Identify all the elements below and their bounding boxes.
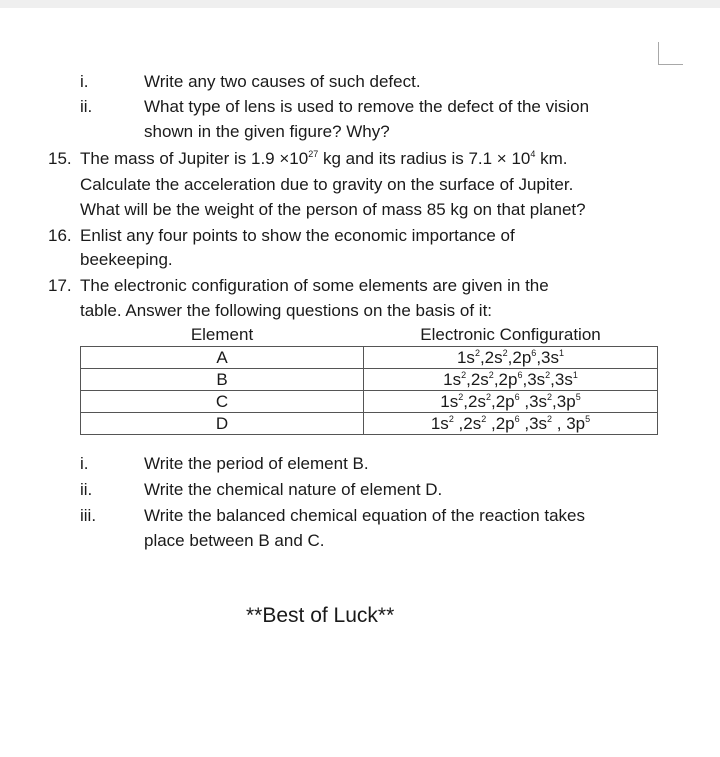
orbital: ,2p (507, 347, 532, 367)
question-text: Enlist any four points to show the economic importance of (80, 226, 515, 245)
top-edge (0, 0, 720, 8)
electron-count: 1 (572, 369, 578, 380)
electron-count: 6 (514, 413, 520, 424)
element-cell: A (81, 347, 364, 369)
orbital: ,3s (519, 391, 548, 411)
question-text: table. Answer the following questions on the basis of it: (80, 301, 493, 320)
orbital: ,2s (453, 413, 482, 433)
element-cell: B (81, 369, 364, 391)
orbital: ,3s (519, 413, 548, 433)
element-cell: C (81, 391, 364, 413)
orbital: ,2s (466, 369, 489, 389)
exponent: 4 (530, 149, 536, 159)
orbital: , 3p (552, 413, 586, 433)
orbital: 1s (456, 347, 475, 367)
item-marker: ii. (80, 97, 93, 116)
electron-count: 2 (485, 391, 491, 402)
orbital: ,2s (479, 347, 503, 367)
electron-count: 2 (461, 369, 467, 380)
question-text: Calculate the acceleration due to gravity on the surface of Jupiter. (80, 175, 574, 194)
table-row (81, 391, 658, 413)
config-cell (364, 369, 658, 391)
column-header-element: Element (81, 324, 364, 347)
page-corner-mark (658, 42, 683, 65)
electron-count: 2 (481, 413, 487, 424)
subquestion-text: place between B and C. (144, 531, 325, 550)
subquestion-text: Write the period of element B. (144, 454, 369, 473)
footer-text: **Best of Luck** (246, 604, 395, 627)
electron-count: 6 (517, 369, 523, 380)
orbital: ,3s (550, 369, 573, 389)
element-cell: D (81, 413, 364, 435)
subquestion-marker: ii. (80, 480, 93, 499)
orbital: ,3p (552, 391, 576, 411)
table-row (81, 347, 658, 369)
electron-count: 2 (448, 413, 454, 424)
item-text: What type of lens is used to remove the defect of the vision (144, 97, 590, 116)
config-cell (364, 347, 658, 369)
orbital: 1s (440, 391, 459, 411)
config-cell (364, 413, 658, 435)
subquestion-marker: iii. (80, 506, 97, 525)
item-text: Write any two causes of such defect. (144, 72, 421, 91)
subquestion-marker: i. (80, 454, 89, 473)
orbital: 1s (443, 369, 462, 389)
electron-config-table (80, 324, 658, 435)
subquestion-text: Write the chemical nature of element D. (144, 480, 443, 499)
question-number: 15. (48, 149, 72, 168)
electron-count: 2 (458, 391, 464, 402)
electron-count: 2 (502, 347, 508, 358)
question-text: beekeeping. (80, 250, 173, 269)
column-header-config: Electronic Configuration (364, 324, 658, 347)
electron-count: 2 (488, 369, 494, 380)
question-number: 16. (48, 226, 72, 245)
electron-count: 6 (531, 347, 537, 358)
orbital: ,2s (463, 391, 486, 411)
orbital: ,3s (536, 347, 559, 367)
item-text: shown in the given figure? Why? (144, 122, 390, 141)
question-text: What will be the weight of the person of mass 85 kg on that planet? (80, 200, 586, 219)
item-marker: i. (80, 72, 89, 91)
electron-count: 2 (547, 391, 553, 402)
electron-count: 2 (545, 369, 551, 380)
electron-count: 1 (559, 347, 565, 358)
electron-count: 5 (575, 391, 581, 402)
exponent: 27 (308, 149, 319, 159)
orbital: 1s (430, 413, 449, 433)
table-row (81, 369, 658, 391)
config-cell (364, 391, 658, 413)
electron-count: 2 (474, 347, 480, 358)
orbital: ,3s (522, 369, 546, 389)
electron-count: 2 (547, 413, 553, 424)
orbital: ,2p (486, 413, 515, 433)
orbital: ,2p (490, 391, 515, 411)
question-text: The electronic configuration of some elements are given in the (80, 276, 549, 295)
orbital: ,2p (493, 369, 518, 389)
question-number: 17. (48, 276, 72, 295)
electron-count: 6 (514, 391, 520, 402)
electron-count: 5 (585, 413, 591, 424)
question-15-line: The mass of Jupiter is $1.9 \times 10^{27}$ kg and its radius is $7.1 \times 10^4$ km. (80, 149, 568, 168)
subquestion-text: Write the balanced chemical equation of the reaction takes (144, 506, 586, 525)
table-row (81, 413, 658, 435)
